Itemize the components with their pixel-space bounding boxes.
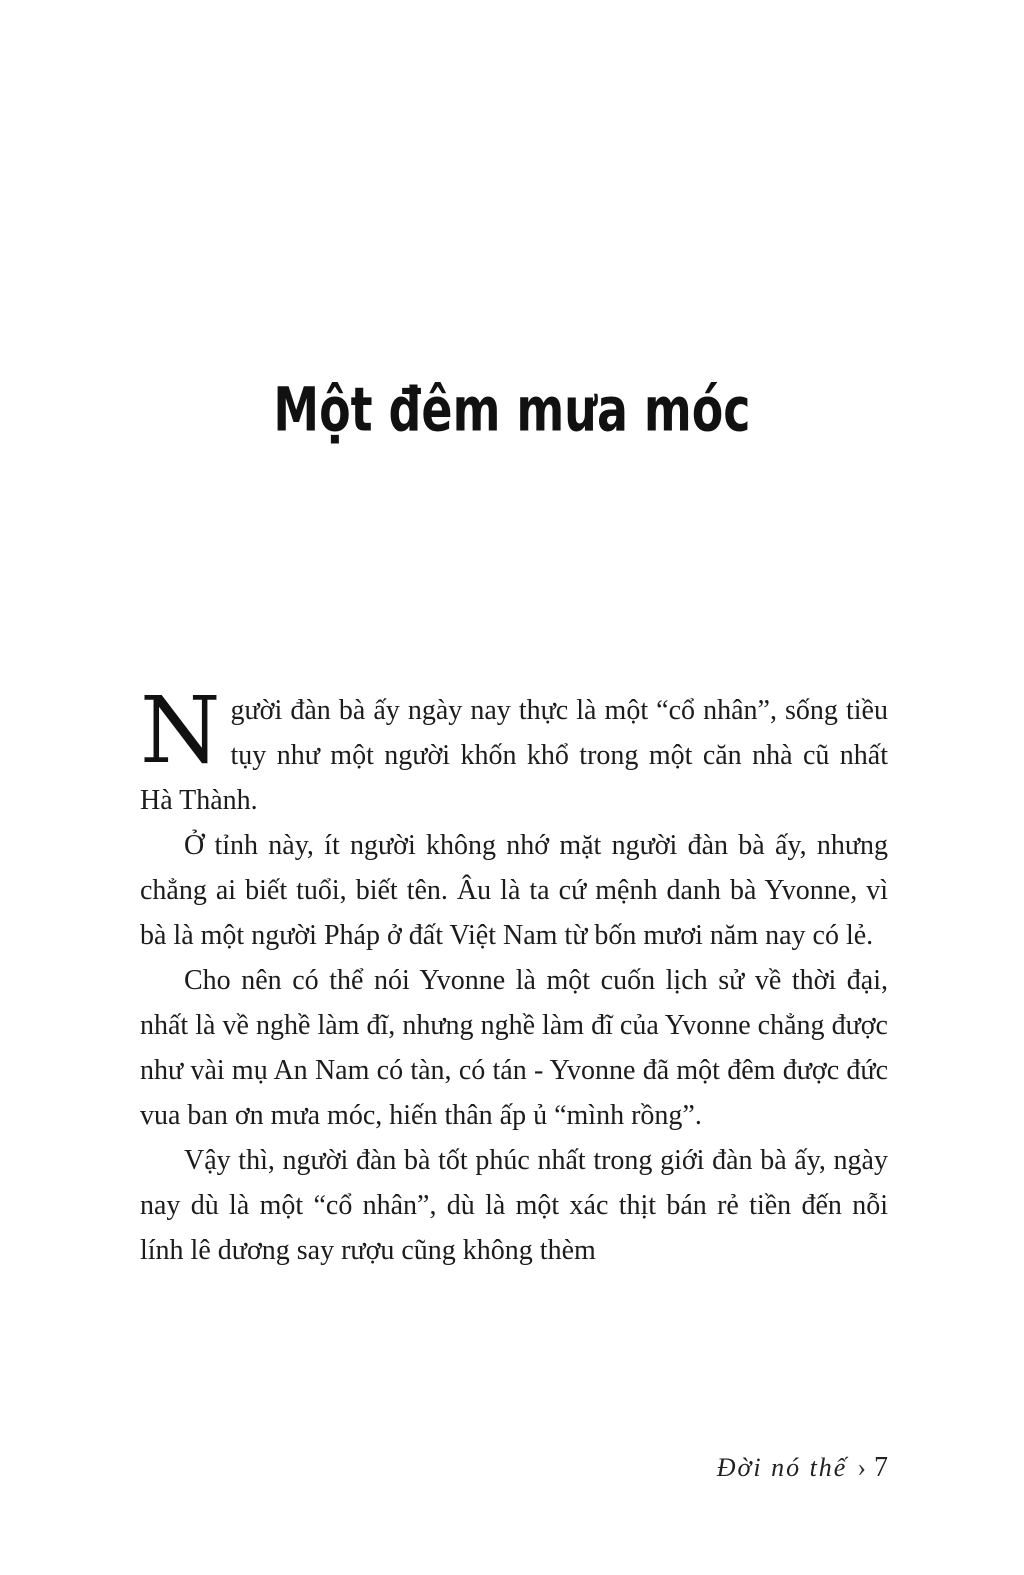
page-footer — [717, 1452, 888, 1484]
paragraph: Người đàn bà ấy ngày nay thực là một “cổ nhân”, sống tiều tụy như một người khốn khổ trong một căn nhà cũ nhất Hà Thành. — [140, 677, 888, 816]
footer-separator-icon: › — [857, 1453, 866, 1482]
page-number: 7 — [874, 1452, 888, 1483]
chapter-title — [0, 375, 1024, 446]
body-text — [140, 677, 888, 1273]
paragraph: Vậy thì, người đàn bà tốt phúc nhất trong giới đàn bà ấy, ngày nay dù là một “cổ nhân”, dù là một xác thịt bán rẻ tiền đến nỗi lính lê dương say rượu cũng không thèm — [140, 1145, 888, 1266]
paragraph: Cho nên có thể nói Yvonne là một cuốn lịch sử về thời đại, nhất là về nghề làm đĩ, nhưng nghề làm đĩ của Yvonne chẳng được như vài mụ An Nam có tàn, có tán - Yvonne đã một đêm được đức vua ban ơn mưa móc, hiến thân ấp ủ “mình rồng”. — [140, 965, 888, 1131]
chapter-title-text: Một đêm mưa móc — [273, 375, 751, 446]
paragraph: Ở tỉnh này, ít người không nhớ mặt người đàn bà ấy, nhưng chẳng ai biết tuổi, biết tên. Âu là ta cứ mệnh danh bà Yvonne, vì bà là một người Pháp ở đất Việt Nam từ bốn mươi năm nay có lẻ. — [140, 830, 888, 951]
running-title: Đời nó thế — [716, 1453, 848, 1482]
drop-cap: N — [140, 677, 221, 784]
